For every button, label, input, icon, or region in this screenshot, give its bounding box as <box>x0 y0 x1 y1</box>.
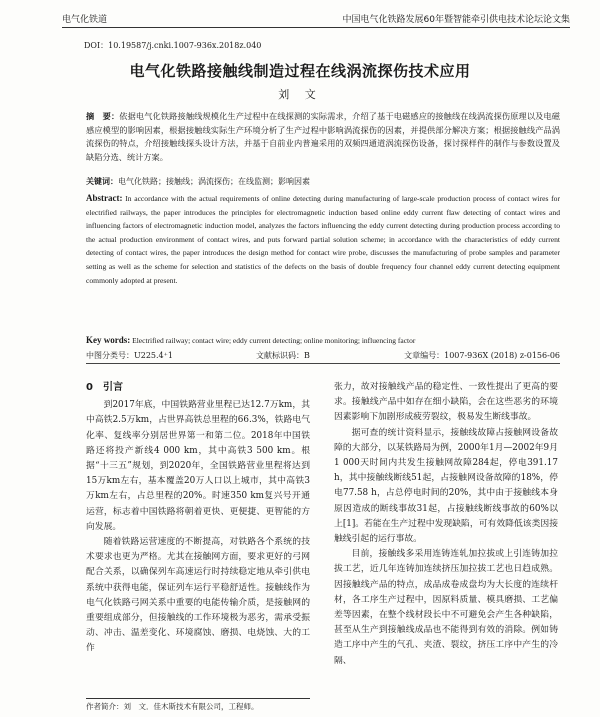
abstract-en-text: In accordance with the actual requirements of online detecting during manufacturing of large-scale production process of contact wires for electrified railways, the paper introduces the principles for electromagnetic induction based online eddy current flaw detecting of contact wires and influencing factors of electromagnetic induction model, analyzes the factors influencing the eddy current detecting during production process according to the actual production environment of contact wires, and puts forward partial solution scheme; in accordance with the characteristics of eddy current detecting of contact wires, the paper introduces the design method for contact wire probe, discusses the manufacturing of probe samples and parameter setting as well as the scheme for selection and statistics of the defects on the basis of double frequency four channel eddy current detecting equipment commonly adopted at present. <box>86 194 560 285</box>
column-right <box>334 380 558 669</box>
paragraph: 到2017年底，中国铁路营业里程已达12.7万km，其中高铁2.5万km，占世界高铁总里程的66.3%，铁路电气化率、复线率分别居世界第一和第二位。2018年中国铁路还将投产新线4 000 km，其中高铁3 500 km。根据“十三五”规划，到2020年，全国铁路营业里程将达到15万km左右，基本覆盖20万人口以上城市，其中高铁3万km左右，占总里程的20%。时速350 km复兴号开通运营，标志着中国铁路将朝着更快、更便捷、更智能的方向发展。 <box>86 400 310 532</box>
classification-line <box>86 350 560 364</box>
abstract-cn <box>86 110 560 164</box>
clc-number: 中图分类号：U225.4⁺1 <box>86 351 173 360</box>
abstract-cn-text: 依据电气化铁路接触线规模化生产过程中在线探测的实际需求，介绍了基于电磁感应的接触线在线涡流探伤原理以及电磁感应模型的影响因素，根据接触线实际生产环境分析了生产过程中影响涡流探伤的因素，并提供部分解决方案；根据接触线产品涡流探伤的特点，介绍接触线探头设计方法，并基于自前业内普遍采用的双频四通道涡流探伤设备，探讨探样件的制作与参数设置及缺陷分选、统计方案。 <box>86 111 560 162</box>
keywords-cn-label: 关键词： <box>86 177 118 186</box>
doi: DOI：10.19587/j.cnki.1007-936x.2018z.040 <box>84 41 262 50</box>
paragraph: 张力，故对接触线产品的稳定性、一致性提出了更高的要求。接触线产品中如存在细小缺陷，会在这些恶劣的环境因素影响下加剧形成疲劳裂纹，极易发生断线事故。 <box>334 382 558 423</box>
paper-title: 电气化铁路接触线制造过程在线涡流探伤技术应用 <box>129 62 471 80</box>
abstract-cn-label: 摘 要： <box>86 111 120 121</box>
document-code: 文献标识码：B <box>256 351 310 360</box>
column-left <box>86 380 310 657</box>
keywords-en-label: Key words: <box>86 335 131 345</box>
author: 刘 文 <box>278 88 322 101</box>
keywords-cn-text: 电气化铁路；接触线；涡流探伤；在线监测；影响因素 <box>118 177 310 186</box>
article-number: 文章编号：1007-936X (2018) z-0156-06 <box>404 351 560 360</box>
paragraph: 目前，接触线多采用连铸连轧加拉拔或上引连铸加拉拔工艺，近几年连铸加连续挤压加拉拔工艺也日趋成熟。因接触线产品的特点，成品成卷成盘均为大长度的连续杆材，各工序生产过程中，因原料质量、模具磨损、工艺偏差等因素，在整个线材段长中不可避免会产生各种缺陷，甚至从生产到接触线成品也不能得到有效的消除。例如铸造工序中产生的气孔、夹渣、裂纹，挤压工序中产生的冷隔、 <box>334 549 558 666</box>
keywords-en <box>86 335 560 345</box>
abstract-en-label: Abstract: <box>86 193 123 203</box>
journal-name: 电气化铁道 <box>62 15 108 25</box>
author-footnote: 作者简介：刘 文．佳木斯技术有限公司，工程师。 <box>86 698 310 712</box>
running-header <box>62 12 570 28</box>
proceedings-title: 中国电气化铁路发展60年暨智能牵引供电技术论坛论文集 <box>342 15 570 25</box>
abstract-en <box>86 192 560 287</box>
paragraph: 随着铁路运营速度的不断提高，对铁路各个系统的技术要求也更为严格。尤其在接触网方面，要求更好的弓网配合关系，以确保列车高速运行时持续稳定地从牵引供电系统中获得电能，保证列车运行平稳舒适性。接触线作为电气化铁路弓网关系中重要的电能传输介质，是接触网的重要组成部分，但接触线的工作环境极为恶劣，需承受振动、冲击、温差变化、环境腐蚀、磨损、电烧蚀、大的工作 <box>86 537 310 654</box>
keywords-en-text: Electrified railway; contact wire; eddy current detecting; online monitoring; influencing factor <box>132 336 416 345</box>
paragraph: 据可查的统计资料显示，接触线故障占接触网设备故障的大部分，以某铁路局为例，2000年1月—2002年9月1 000天时间内共发生接触网故障284起，停电391.17 h，其中接触线断线51起，占接触网设备故障的18%，停电77.58 h，占总停电时间的20%，其中由于接触线本身原因造成的断线事故31起，占接触线断线事故的60%以上[1]。若能在生产过程中发现缺陷，可有效降低该类因接触线引起的运行事故。 <box>334 427 558 545</box>
section-heading-introduction: 0 引言 <box>86 382 123 393</box>
keywords-cn <box>86 176 560 187</box>
